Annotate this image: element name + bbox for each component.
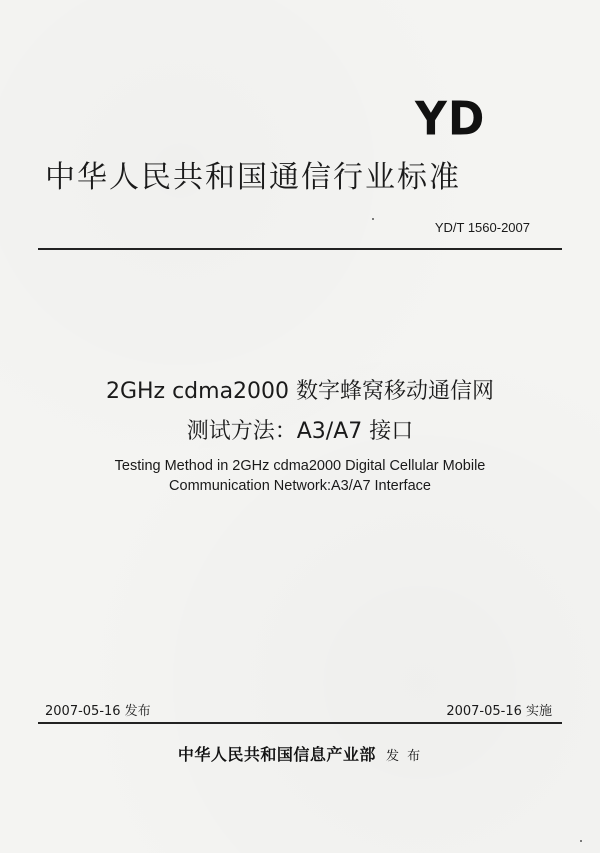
implementation-date: 2007-05-16 实施 [446, 704, 552, 719]
scan-speck [580, 840, 582, 842]
top-divider [38, 248, 562, 250]
yd-logo: YD [415, 92, 486, 147]
publisher-verb: 发 布 [385, 749, 423, 764]
standard-category-title: 中华人民共和国通信行业标准 [45, 160, 461, 195]
chinese-title-line-1: 2GHz cdma2000 数字蜂窝移动通信网 [105, 379, 495, 404]
standard-number: YD/T 1560-2007 [434, 220, 530, 235]
issue-date: 2007-05-16 发布 [45, 704, 151, 719]
chinese-title-line-2: 测试方法：A3/A7 接口 [186, 419, 414, 444]
english-title-line-2: Communication Network:A3/A7 Interface [169, 478, 431, 494]
bottom-divider [38, 722, 562, 724]
english-title-line-1: Testing Method in 2GHz cdma2000 Digital Cellular Mobile [114, 458, 486, 474]
scan-speck [372, 218, 374, 220]
publisher-line [0, 745, 600, 767]
publisher-organization: 中华人民共和国信息产业部 [177, 745, 376, 764]
